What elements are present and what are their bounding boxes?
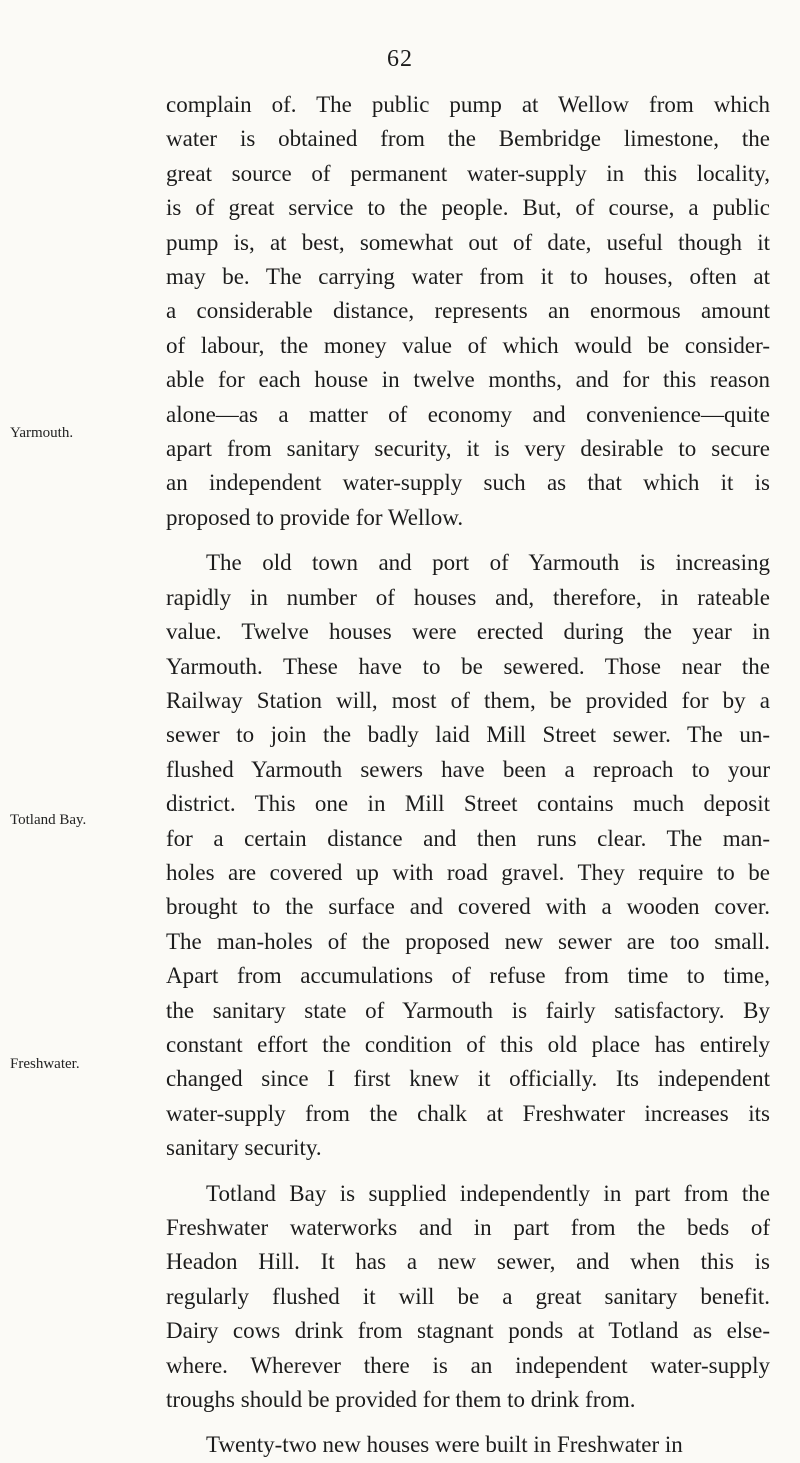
text-line: regularly flushed it will be a great sanitary benefit. [166,1283,770,1309]
text-line: Freshwater waterworks and in part from the beds of [166,1215,770,1240]
text-line: apart from sanitary security, it is very desirable to secure [166,436,770,462]
text-line: flushed Yarmouth sewers have been a reproach to your [166,756,770,782]
text-line: rapidly in number of houses and, therefore, in rateable [166,584,770,610]
text-line: district. This one in Mill Street contains much deposit [166,791,770,817]
text-line: a considerable distance, represents an enormous amount [166,298,770,324]
text-line: the sanitary state of Yarmouth is fairly satisfactory. By [166,997,770,1023]
text-line: value. Twelve houses were erected during the year in [166,619,770,645]
text-line: water is obtained from the Bembridge limestone, the [166,126,770,152]
text-line: Headon Hill. It has a new sewer, and when this is [166,1249,770,1275]
text-line: able for each house in twelve months, and for this reason [166,367,770,393]
text-line: where. Wherever there is an independent water-supply [166,1352,770,1378]
text-line: sewer to join the badly laid Mill Street sewer. The un- [166,722,770,748]
text-line: complain of. The public pump at Wellow from which [166,92,770,117]
text-line: Apart from accumulations of refuse from time to time, [166,963,770,989]
text-line: proposed to provide for Wellow. [166,504,464,530]
text-line: for a certain distance and then runs clear. The man- [166,825,770,851]
paragraph-totland-bay [166,1177,770,1418]
text-line: sanitary security. [166,1135,322,1161]
margin-note-freshwater: Freshwater. [10,1056,80,1072]
margin-note-totland-bay: Totland Bay. [10,812,87,828]
text-line: water-supply from the chalk at Freshwater increases its [166,1100,770,1126]
text-line: brought to the surface and covered with a wooden cover. [166,894,770,920]
text-line: great source of permanent water-supply in this locality, [166,160,770,186]
text-line: changed since I first knew it officially. Its independent [166,1066,770,1092]
text-line: The man-holes of the proposed new sewer are too small. [166,928,770,954]
text-line: holes are covered up with road gravel. They require to be [166,859,770,885]
text-line: Twenty-two new houses were built in Freshwater in [206,1432,683,1458]
text-line: The old town and port of Yarmouth is increasing [206,550,770,576]
text-line: is of great service to the people. But, of course, a public [166,195,770,221]
text-line: pump is, at best, somewhat out of date, useful though it [166,229,770,255]
paragraph-freshwater [166,1428,770,1462]
text-line: alone—as a matter of economy and convenience—quite [166,401,770,427]
paragraph-wellow [166,88,770,535]
text-line: of labour, the money value of which would be consider- [166,332,770,358]
text-line: constant effort the condition of this old place has entirely [166,1031,770,1057]
text-line: troughs should be provided for them to drink from. [166,1387,636,1413]
text-line: an independent water-supply such as that which it is [166,470,770,496]
text-line: Railway Station will, most of them, be provided for by a [166,687,770,713]
page-number: 62 [387,46,413,72]
margin-note-yarmouth: Yarmouth. [10,425,74,441]
body-text [166,88,770,1463]
text-line: may be. The carrying water from it to houses, often at [166,264,770,290]
text-line: Dairy cows drink from stagnant ponds at Totland as else- [166,1318,770,1344]
text-line: Totland Bay is supplied independently in part from the [206,1180,770,1206]
text-line: Yarmouth. These have to be sewered. Those near the [166,653,770,679]
paragraph-yarmouth [166,546,770,1165]
